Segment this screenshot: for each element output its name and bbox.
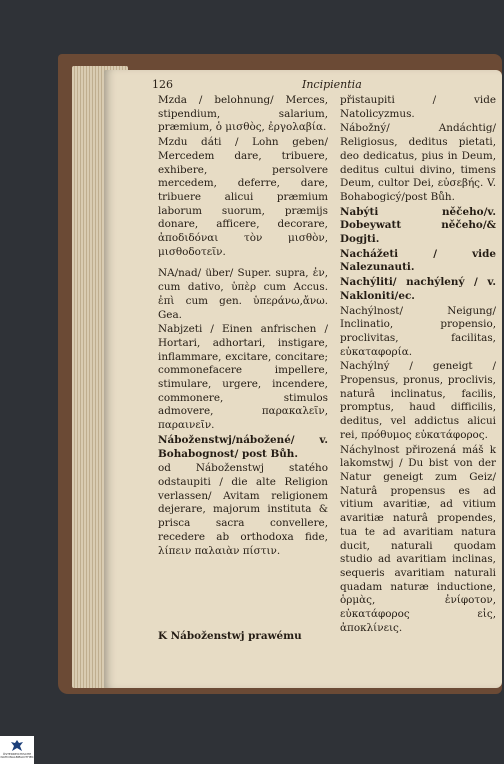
library-stamp-text: ÖSTERREICHISCHE NATIONALBIBLIOTHEK bbox=[0, 752, 34, 759]
entry: Mzdu dáti / Lohn geben/ Mercedem dare, tribuere, exhibere, persolvere mercedem, deferre, dare, tribuere alicui præmium laborum suorum, præmijs donare, afficere, decorare, ἀποδιδόναι τὸν μισθὸν, μισθοδοτεῖν. bbox=[158, 136, 328, 258]
entry: Náchylnost přirozená máš k lakomstwj / Du bist von der Natur geneigt zum Geiz/ Naturâ propensus es ad vitium avaritiæ, ad vitium avaritiæ naturâ propendes, tua te ad avaritiam natura ducit, naturali quodam studio ad avaritiam inclinas, sequeris avaritiam naturali quadam naturæ inductione, ὁρμὰς, ἐνίφοτον, εὐκατάφορος εἰς, ἀποκλίνεις. bbox=[340, 443, 496, 634]
eagle-icon bbox=[10, 739, 24, 753]
entry: Nachýlný / geneigt / Propensus, pronus, proclivis, naturâ inclinatus, facilis, promptus, haud difficilis, deditus, vel addictus alicui rei, πρόθυμος εὐκατάφορος. bbox=[340, 360, 496, 441]
entry: Mzda / belohnung/ Merces, stipendium, salarium, præmium, ὁ μισθὸς, ἐργολαβία. bbox=[158, 94, 328, 134]
entry: Nabjzeti / Einen anfrischen / Hortari, adhortari, instigare, inflammare, excitare, concitare; commonefacere impellere, stimulare, urgere, incendere, commonere, stimulos admovere, παρακαλεῖν, παραινεῖν. bbox=[158, 323, 328, 432]
entry: Nachýliti/ nachýlený / v. Nakloniti/ec. bbox=[340, 276, 496, 302]
entry: NA/nad/ über/ Super. supra, ἐν, cum dativo, ὑπὲρ cum Accus. ἐπὶ cum gen. ὑπεράνω,ἄνω. Gea. bbox=[158, 267, 328, 321]
entry: Nábožný/ Andáchtig/ Religiosus, deditus pietati, deo dedicatus, pius in Deum, deditus cultui divino, timens Deum, cultor Dei, εὐσεβής. V. Bohabogicý/post Bůh. bbox=[340, 122, 496, 203]
page-header bbox=[152, 78, 492, 94]
entry: od Náboženstwj statého odstaupiti / die alte Religion verlassen/ Avitam religionem dejerare, majorum instituta & prisca sacra convellere, recedere ab orthodoxa fide, λίπειν παλαιὰν πίστιν. bbox=[158, 462, 328, 557]
right-column bbox=[340, 94, 496, 636]
entry: přistaupiti / vide Natolicyzmus. bbox=[340, 94, 496, 120]
entry: Nabýti něčeho/v. Dobeywatt něčeho/& Dogjti. bbox=[340, 205, 496, 246]
catchword: K Náboženstwj prawému bbox=[158, 630, 302, 642]
entry: Náboženstwj/nábožené/ v. Bohabognost/ post Bůh. bbox=[158, 433, 328, 460]
page-number: 126 bbox=[152, 78, 173, 91]
running-head: Incipientia bbox=[302, 78, 362, 91]
entry: Nachážeti / vide Nalezunauti. bbox=[340, 247, 496, 274]
entry: Nachýlnost/ Neigung/ Inclinatio, propensio, proclivitas, facilitas, εὐκαταφορία. bbox=[340, 304, 496, 358]
library-logo bbox=[0, 736, 34, 764]
left-column bbox=[158, 94, 328, 559]
book-page bbox=[104, 70, 502, 688]
